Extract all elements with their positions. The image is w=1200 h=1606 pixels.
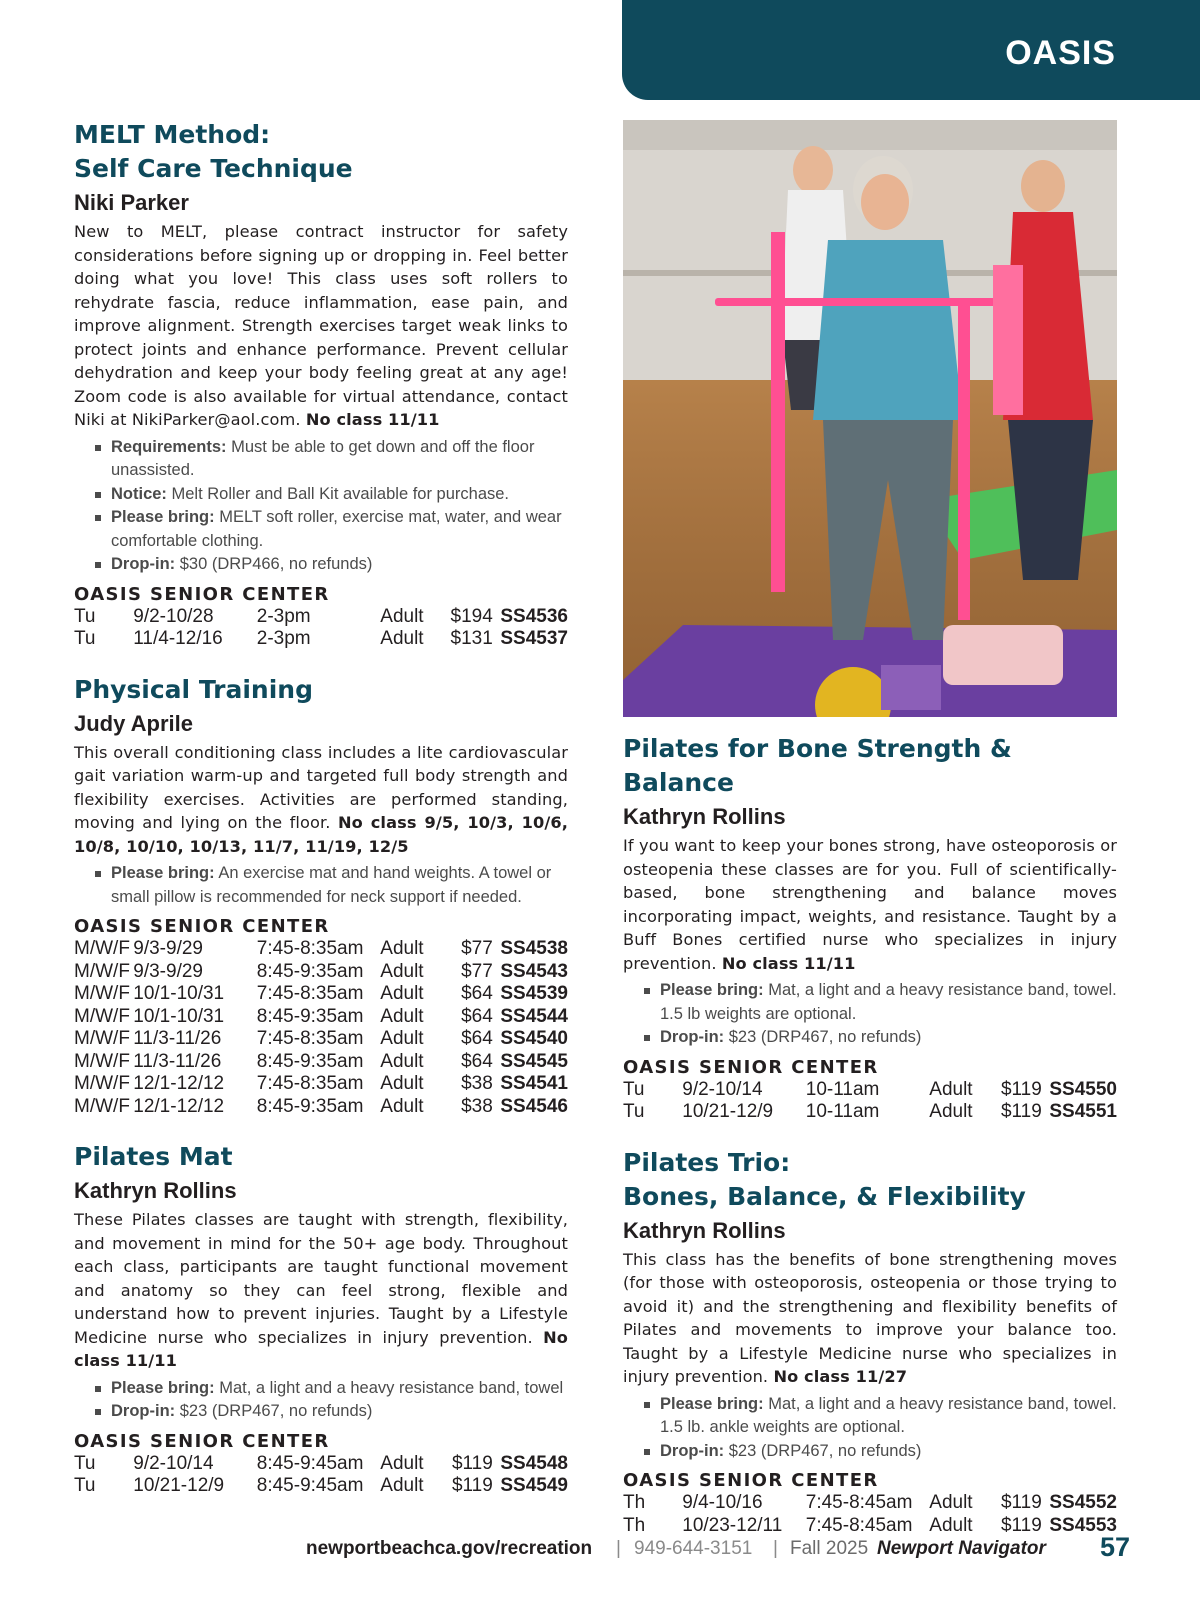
course-code[interactable]: SS4549 (500, 1475, 568, 1496)
age-cell: Adult (380, 1095, 424, 1117)
class-section (74, 673, 568, 1119)
age-cell: Adult (380, 1005, 424, 1027)
day-cell: Th (623, 1492, 646, 1513)
dates-cell: 12/1-12/12 (133, 1095, 225, 1117)
course-code[interactable]: SS4539 (500, 983, 568, 1004)
dates-cell: 10/21-12/9 (133, 1475, 225, 1496)
no-class-note: No class 9/5, 10/3, 10/6, 10/8, 10/10, 10/13, 11/7, 11/19, 12/5 (74, 813, 569, 856)
footer-season: Fall 2025 (790, 1538, 869, 1559)
time-cell: 7:45-8:35am (256, 1028, 364, 1049)
dates-cell: 9/4-10/16 (682, 1492, 763, 1513)
table-row (623, 1101, 1117, 1124)
class-title: Pilates Trio: (623, 1147, 791, 1177)
class-description (74, 220, 568, 432)
price-cell: $77 (461, 960, 493, 982)
footer-separator: | (773, 1538, 778, 1559)
time-cell: 2-3pm (256, 605, 311, 627)
time-cell: 2-3pm (256, 628, 311, 649)
dates-cell: 12/1-12/12 (133, 1073, 225, 1094)
instructor-name: Niki Parker (74, 190, 189, 215)
detail-text: $23 (DRP467, no refunds) (728, 1028, 922, 1046)
detail-text: Mat, a light and a heavy resistance band, towel. 1.5 lb weights are optional. (660, 981, 1117, 1023)
day-cell: M/W/F (74, 1028, 130, 1049)
time-cell: 10-11am (805, 1101, 880, 1122)
table-row (74, 961, 568, 984)
time-cell: 8:45-9:35am (256, 960, 364, 982)
age-cell: Adult (380, 1475, 424, 1496)
price-cell: $77 (461, 938, 493, 959)
age-cell: Adult (380, 1050, 424, 1072)
instructor-name: Kathryn Rollins (623, 1217, 786, 1243)
day-cell: Tu (74, 605, 96, 627)
class-section (74, 118, 568, 651)
class-title: MELT Method: (74, 120, 271, 149)
age-cell: Adult (380, 960, 424, 982)
course-code[interactable]: SS4546 (500, 1095, 568, 1117)
course-code[interactable]: SS4550 (1049, 1078, 1117, 1100)
detail-text: Mat, a light and a heavy resistance band, towel (219, 1378, 564, 1397)
time-cell: 7:45-8:35am (256, 983, 364, 1004)
detail-item (111, 862, 568, 909)
course-code[interactable]: SS4536 (500, 605, 568, 627)
detail-text: MELT soft roller, exercise mat, water, and wear comfortable clothing. (111, 508, 562, 550)
course-code[interactable]: SS4538 (500, 938, 568, 959)
time-cell: 7:45-8:45am (805, 1514, 913, 1536)
class-details-list (74, 1377, 568, 1424)
detail-item (660, 1393, 1117, 1440)
detail-label: Drop-in: (660, 1441, 725, 1460)
table-row (74, 1006, 568, 1029)
price-cell: $119 (451, 1475, 493, 1496)
section-tab-label: OASIS (1005, 34, 1116, 72)
footer-separator: | (616, 1538, 621, 1559)
time-cell: 8:45-9:35am (256, 1050, 364, 1072)
detail-text: $23 (DRP467, no refunds) (179, 1402, 373, 1420)
course-code[interactable]: SS4553 (1049, 1514, 1117, 1536)
time-cell: 7:45-8:35am (256, 1073, 364, 1094)
description-text: These Pilates classes are taught with strength, flexibility, and movement in mind for the 50+ age body. Throughout each class, participants are taught functional movement and anatomy so they can feel strong, flexible and understand how to prevent injuries. Taught by a Lifestyle Medicine nurse who specializes in injury prevention. (74, 1210, 568, 1347)
detail-text: Must be able to get down and off the floor unassisted. (111, 437, 535, 479)
age-cell: Adult (380, 1452, 424, 1474)
dates-cell: 11/4-12/16 (133, 628, 223, 649)
course-code[interactable]: SS4541 (500, 1073, 568, 1094)
class-description (623, 1248, 1117, 1389)
table-row (74, 1475, 568, 1498)
detail-item (660, 1440, 1117, 1464)
class-description (74, 1208, 568, 1373)
time-cell: 8:45-9:45am (256, 1452, 364, 1474)
no-class-note: No class 11/11 (305, 410, 440, 429)
class-photo (623, 120, 1117, 717)
detail-label: Please bring: (111, 508, 215, 526)
detail-text: $23 (DRP467, no refunds) (728, 1441, 922, 1460)
age-cell: Adult (380, 1073, 424, 1094)
day-cell: M/W/F (74, 1073, 130, 1094)
left-column (74, 118, 568, 1520)
detail-label: Notice: (111, 484, 167, 503)
day-cell: Tu (623, 1078, 645, 1100)
location-heading: OASIS SENIOR CENTER (623, 1056, 879, 1078)
time-cell: 7:45-8:45am (805, 1492, 913, 1513)
detail-label: Drop-in: (660, 1028, 725, 1046)
time-cell: 8:45-9:35am (256, 1005, 364, 1027)
course-code[interactable]: SS4545 (500, 1050, 568, 1072)
day-cell: Tu (623, 1101, 645, 1122)
description-text: If you want to keep your bones strong, have osteoporosis or osteopenia these classes are for you. Full of scientifically-based, bone strengthening and balance moves incorporating impact, weights, and resistance. Taught by a Buff Bones certified nurse who specializes in injury prevention. (623, 836, 1117, 973)
no-class-note: No class 11/11 (721, 953, 856, 973)
description-text: This class has the benefits of bone strengthening moves (for those with osteoporosis, osteopenia or those trying to avoid it) and the strengthening and flexibility benefits of Pilates and movements to improve your balance too. Taught by a Lifestyle Medicine nurse who specializes in injury prevention. (623, 1249, 1117, 1386)
course-code[interactable]: SS4552 (1049, 1492, 1117, 1513)
day-cell: M/W/F (74, 1050, 130, 1072)
course-code[interactable]: SS4537 (500, 628, 568, 649)
schedule-table (74, 1453, 568, 1498)
table-row (623, 1492, 1117, 1515)
course-code[interactable]: SS4551 (1049, 1101, 1117, 1122)
class-title: Pilates for Bone Strength & Balance (623, 734, 1012, 797)
age-cell: Adult (380, 1028, 424, 1049)
dates-cell: 11/3-11/26 (133, 1050, 222, 1072)
no-class-note: No class 11/27 (773, 1367, 908, 1386)
detail-text: An exercise mat and hand weights. A towel or small pillow is recommended for neck support if needed. (111, 864, 552, 906)
no-class-note: No class 11/11 (74, 1327, 568, 1370)
class-title: Physical Training (74, 674, 313, 704)
age-cell: Adult (929, 1101, 973, 1122)
price-cell: $119 (1000, 1101, 1042, 1122)
price-cell: $64 (461, 1005, 493, 1027)
section-tab (622, 0, 1200, 100)
photo-illustration (623, 120, 1117, 717)
footer-url-link[interactable]: newportbeachca.gov/recreation (306, 1538, 593, 1559)
detail-item (111, 553, 568, 577)
dates-cell: 9/2-10/28 (133, 605, 214, 627)
detail-item (111, 506, 568, 553)
description-text: New to MELT, please contract instructor for safety considerations before signing up or dropping in. Feel better doing what you love! This class uses soft rollers to rehydrate fascia, reduce inflammation, ease pain, and improve alignment. Strength exercises target weak links to protect joints and enhance performance. Prevent cellular dehydration and keep your body feeling great at any age! Zoom code is also available for virtual attendance, contact Niki at NikiParker@aol.com. (74, 222, 568, 429)
detail-item (111, 1400, 568, 1424)
detail-label: Please bring: (111, 1378, 215, 1397)
class-section (74, 1140, 568, 1498)
detail-label: Please bring: (111, 864, 215, 882)
table-row (623, 1079, 1117, 1102)
class-section (623, 1146, 1117, 1538)
schedule-table (74, 606, 568, 651)
dates-cell: 9/2-10/14 (682, 1078, 763, 1100)
detail-label: Please bring: (660, 981, 764, 999)
time-cell: 10-11am (805, 1078, 880, 1100)
class-subtitle: Bones, Balance, & Flexibility (623, 1181, 1026, 1211)
dates-cell: 10/1-10/31 (133, 983, 225, 1004)
table-row (74, 1028, 568, 1051)
day-cell: M/W/F (74, 983, 130, 1004)
detail-item (660, 979, 1117, 1026)
detail-text: $30 (DRP466, no refunds) (179, 555, 373, 573)
footer-publication: Newport Navigator (877, 1538, 1046, 1559)
class-title: Pilates Mat (74, 1142, 233, 1171)
time-cell: 7:45-8:35am (256, 938, 364, 959)
day-cell: M/W/F (74, 1005, 130, 1027)
detail-item (660, 1026, 1117, 1050)
course-code[interactable]: SS4548 (500, 1452, 568, 1474)
day-cell: Tu (74, 628, 96, 649)
price-cell: $131 (450, 628, 493, 649)
age-cell: Adult (380, 628, 424, 649)
price-cell: $119 (1000, 1078, 1042, 1100)
location-heading: OASIS SENIOR CENTER (74, 1430, 330, 1452)
table-row (74, 1051, 568, 1074)
table-row (74, 1073, 568, 1096)
dates-cell: 9/3-9/29 (133, 938, 203, 959)
price-cell: $38 (461, 1095, 493, 1117)
location-heading: OASIS SENIOR CENTER (74, 583, 330, 605)
class-details-list (74, 436, 568, 577)
day-cell: M/W/F (74, 938, 130, 959)
schedule-table (623, 1079, 1117, 1124)
page-number: 57 (1100, 1532, 1131, 1562)
class-details-list (74, 862, 568, 909)
price-cell: $64 (461, 1050, 493, 1072)
detail-item (111, 1377, 568, 1401)
location-heading: OASIS SENIOR CENTER (74, 916, 330, 937)
table-row (74, 983, 568, 1006)
table-row (74, 1096, 568, 1119)
detail-text: Mat, a light and a heavy resistance band, towel. 1.5 lb. ankle weights are optional. (660, 1394, 1117, 1436)
instructor-name: Judy Aprile (74, 710, 193, 736)
page-footer (0, 1530, 1200, 1570)
age-cell: Adult (929, 1492, 973, 1513)
detail-label: Please bring: (660, 1394, 764, 1413)
class-description (623, 834, 1117, 975)
day-cell: Tu (74, 1452, 96, 1474)
detail-label: Drop-in: (111, 1402, 176, 1420)
age-cell: Adult (380, 938, 424, 959)
table-row (74, 938, 568, 961)
class-details-list (623, 979, 1117, 1050)
age-cell: Adult (929, 1514, 973, 1536)
age-cell: Adult (380, 983, 424, 1004)
class-details-list (623, 1393, 1117, 1464)
footer-phone: 949-644-3151 (634, 1538, 753, 1559)
price-cell: $119 (1000, 1492, 1042, 1513)
detail-item (111, 436, 568, 483)
right-column (623, 732, 1117, 1559)
price-cell: $64 (461, 983, 493, 1004)
detail-label: Requirements: (111, 437, 227, 456)
location-heading: OASIS SENIOR CENTER (623, 1470, 879, 1491)
age-cell: Adult (380, 605, 424, 627)
age-cell: Adult (929, 1078, 973, 1100)
table-row (74, 1453, 568, 1476)
day-cell: M/W/F (74, 960, 130, 982)
detail-label: Drop-in: (111, 555, 176, 573)
dates-cell: 9/3-9/29 (133, 960, 203, 982)
instructor-name: Kathryn Rollins (74, 1178, 237, 1203)
price-cell: $38 (461, 1073, 493, 1094)
time-cell: 8:45-9:45am (256, 1475, 364, 1496)
price-cell: $119 (1000, 1514, 1042, 1536)
dates-cell: 10/1-10/31 (133, 1005, 225, 1027)
course-code[interactable]: SS4543 (500, 960, 568, 982)
price-cell: $119 (451, 1452, 493, 1474)
day-cell: Th (623, 1514, 646, 1536)
detail-text: Melt Roller and Ball Kit available for purchase. (171, 484, 510, 503)
class-description (74, 741, 568, 859)
dates-cell: 10/23-12/11 (682, 1514, 783, 1536)
description-text: This overall conditioning class includes a lite cardiovascular gait variation warm-up and targeted full body strength and flexibility exercises. Activities are performed standing, moving and lying on the floor. (74, 742, 568, 832)
class-section (623, 732, 1117, 1124)
course-code[interactable]: SS4544 (500, 1005, 568, 1027)
price-cell: $194 (450, 605, 493, 627)
class-subtitle: Self Care Technique (74, 154, 353, 183)
time-cell: 8:45-9:35am (256, 1095, 364, 1117)
instructor-name: Kathryn Rollins (623, 804, 786, 829)
dates-cell: 10/21-12/9 (682, 1101, 774, 1122)
dates-cell: 9/2-10/14 (133, 1452, 214, 1474)
course-code[interactable]: SS4540 (500, 1028, 568, 1049)
day-cell: Tu (74, 1475, 96, 1496)
day-cell: M/W/F (74, 1095, 130, 1117)
detail-item (111, 483, 568, 507)
schedule-table (74, 938, 568, 1118)
table-row (74, 628, 568, 651)
table-row (74, 606, 568, 629)
dates-cell: 11/3-11/26 (133, 1028, 222, 1049)
price-cell: $64 (461, 1028, 493, 1049)
